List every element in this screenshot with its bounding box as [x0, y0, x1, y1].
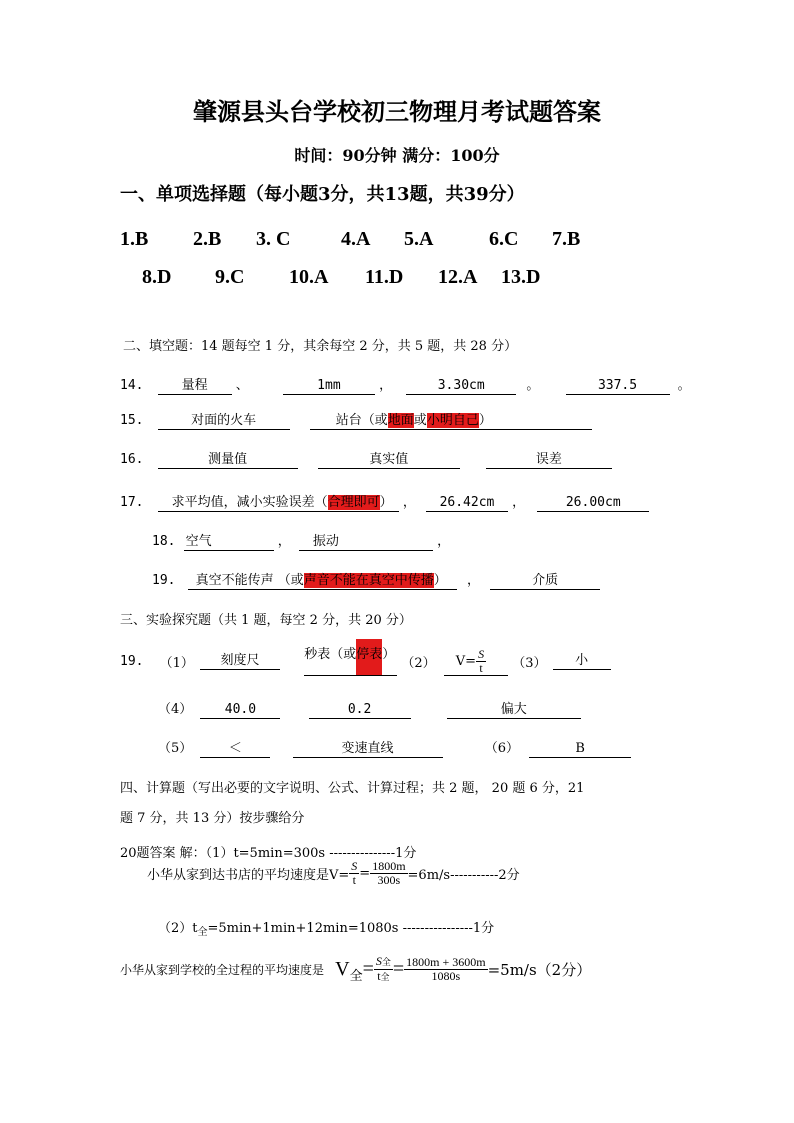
- question-number: 19.: [152, 573, 176, 588]
- answer-blank: 振动: [299, 534, 433, 551]
- separator: ，: [277, 534, 291, 549]
- highlight: 停表: [356, 639, 382, 675]
- mc-answer: 1.B: [120, 228, 149, 250]
- q18-line: [152, 530, 450, 551]
- answer-text: 真空不能传声 （或: [195, 573, 304, 588]
- answer-blank: 空气: [184, 534, 274, 551]
- calc-text: =5m/s（2分）: [487, 961, 592, 979]
- answer-blank: 0.2: [309, 702, 411, 719]
- calc-text: =: [362, 958, 374, 980]
- answer-text: 或: [413, 413, 427, 428]
- highlight: 声音不能在真空中传播: [303, 573, 434, 588]
- answer-blank: 测量值: [158, 452, 298, 469]
- answer-blank: 1mm: [283, 378, 375, 395]
- answer-blank: [188, 573, 457, 590]
- fraction: [374, 955, 393, 984]
- fraction-text: t: [377, 969, 381, 983]
- subscript: 全: [197, 927, 208, 938]
- answer-blank: 误差: [486, 452, 612, 469]
- q19-line: [152, 569, 600, 590]
- calc-text: （2）t: [158, 921, 198, 936]
- sub-label: （4）: [158, 702, 193, 717]
- answer-text: 求平均值，减小实验误差（: [171, 495, 328, 510]
- separator: ，: [402, 495, 416, 510]
- mc-answer: 6.C: [489, 228, 519, 250]
- q16-line: [120, 452, 612, 469]
- answer-text: ）: [379, 495, 393, 510]
- subscript: 全: [380, 972, 390, 982]
- answer-blank: B: [529, 741, 631, 758]
- question-number: 15.: [120, 413, 144, 428]
- fraction: [404, 956, 487, 983]
- answer-text: V=: [455, 653, 477, 669]
- calc-text: =6m/s-----------2分: [407, 868, 520, 883]
- answer-text: ）: [433, 573, 447, 588]
- answer-text: ）: [382, 647, 396, 662]
- sub-label: （6）: [484, 741, 519, 756]
- fraction-text: S: [375, 954, 382, 968]
- separator: 、: [235, 378, 249, 393]
- fraction-numerator: [374, 955, 393, 970]
- subscript: 全: [381, 957, 391, 967]
- s4-line1: 20题答案 解：（1）t=5min=300s ---------------1分: [120, 846, 417, 861]
- separator: ，: [512, 495, 526, 510]
- answer-blank: 真实值: [318, 452, 460, 469]
- fraction-denominator: t: [479, 660, 483, 675]
- calc-text: =: [392, 958, 405, 980]
- fraction: [349, 860, 359, 887]
- sub-label: （3）: [512, 656, 547, 671]
- s3-row3: [158, 737, 631, 758]
- fraction: [370, 860, 407, 887]
- mc-answer: 7.B: [552, 228, 581, 250]
- mc-answer: 13.D: [501, 266, 541, 288]
- q17-line: [120, 491, 649, 512]
- subscript: 全: [349, 969, 363, 984]
- mc-answer: 4.A: [341, 228, 371, 250]
- answer-blank: 337.5: [566, 378, 670, 395]
- answer-text: 秒表（或: [304, 647, 357, 662]
- separator: 。: [526, 378, 540, 393]
- answer-blank: 对面的火车: [158, 413, 290, 430]
- question-number: 19.: [120, 654, 144, 669]
- separator: ，: [379, 378, 393, 393]
- answer-text: ）: [478, 413, 492, 428]
- sub-label: （1）: [159, 656, 194, 671]
- separator: 。: [677, 378, 691, 393]
- question-number: 17.: [120, 495, 144, 510]
- fraction-denominator: [374, 970, 393, 984]
- mc-answer: 9.C: [215, 266, 245, 288]
- calc-text: 小华从家到达书店的平均速度是V=: [147, 868, 350, 883]
- mc-answer: 3. C: [256, 228, 291, 250]
- answer-blank: [310, 413, 592, 430]
- highlight: 小明自己: [426, 413, 479, 428]
- answer-blank: 刻度尺: [200, 653, 280, 670]
- separator: ，: [466, 573, 480, 588]
- mc-answer: 5.A: [404, 228, 434, 250]
- question-number: 14.: [120, 378, 144, 393]
- fraction-denominator: t: [352, 873, 356, 887]
- answer-blank: 3.30cm: [406, 378, 516, 395]
- answer-blank: 介质: [490, 573, 600, 590]
- fraction-numerator: 1800m: [372, 859, 406, 873]
- s3-row1: [120, 647, 611, 687]
- highlight: 合理即可: [327, 495, 380, 510]
- question-number: 18.: [152, 534, 176, 549]
- separator: ，: [437, 534, 451, 549]
- answer-blank: 小: [553, 653, 611, 670]
- sub-label: （5）: [158, 741, 193, 756]
- mc-answer: 8.D: [142, 266, 172, 288]
- fraction: [476, 648, 486, 675]
- fraction-denominator: 1080s: [431, 969, 461, 983]
- answer-blank: 量程: [158, 378, 232, 395]
- section2-heading: 二、填空题：14 题每空 1 分，其余每空 2 分，共 5 题，共 28 分）: [123, 339, 518, 354]
- velocity-symbol: V: [335, 958, 350, 980]
- section4-heading-line1: 四、计算题（写出必要的文字说明、公式、计算过程；共 2 题， 20 题 6 分，21: [120, 781, 585, 796]
- fraction-numerator: S: [351, 859, 358, 873]
- mc-answer: 12.A: [438, 266, 478, 288]
- answer-blank: 变速直线: [293, 741, 443, 758]
- mc-answer: 2.B: [193, 228, 222, 250]
- s4-line3: [158, 917, 494, 938]
- section3-heading: 三、实验探究题（共 1 题，每空 2 分，共 20 分）: [120, 613, 412, 628]
- answer-blank: [158, 495, 399, 512]
- fraction-numerator: S: [478, 646, 485, 661]
- highlight: 地面: [387, 413, 414, 428]
- page-title: 肇源县头台学校初三物理月考试题答案: [193, 97, 601, 126]
- answer-blank: 26.42cm: [426, 495, 508, 512]
- mc-answer: 10.A: [289, 266, 329, 288]
- calc-text: =: [359, 866, 371, 881]
- answer-blank: 40.0: [200, 702, 280, 719]
- sub-label: （2）: [401, 656, 436, 671]
- answer-blank: [444, 648, 508, 676]
- fraction-denominator: 300s: [377, 873, 401, 887]
- answer-blank: 26.00cm: [537, 495, 649, 512]
- section1-heading: 一、单项选择题（每小题3分，共13题，共39分）: [120, 184, 525, 205]
- answer-blank: ＜: [200, 741, 270, 758]
- calc-text: 小华从家到学校的全过程的平均速度是: [120, 963, 325, 977]
- s4-line4: [120, 955, 591, 1005]
- s3-row2: [158, 698, 581, 719]
- mc-answer: 11.D: [365, 266, 404, 288]
- question-number: 16.: [120, 452, 144, 467]
- answer-blank: [304, 647, 397, 676]
- s4-line2: [147, 860, 520, 900]
- q14-line: [120, 374, 691, 395]
- fraction-numerator: 1800m + 3600m: [406, 955, 486, 969]
- calc-text: =5min+1min+12min=1080s ----------------1分: [207, 921, 495, 936]
- section4-heading-line2: 题 7 分，共 13 分）按步骤给分: [120, 811, 305, 826]
- q15-line: [120, 413, 592, 430]
- page-subtitle: 时间：90分钟 满分：100分: [294, 146, 500, 165]
- answer-blank: 偏大: [447, 702, 581, 719]
- answer-text: 站台（或: [335, 413, 388, 428]
